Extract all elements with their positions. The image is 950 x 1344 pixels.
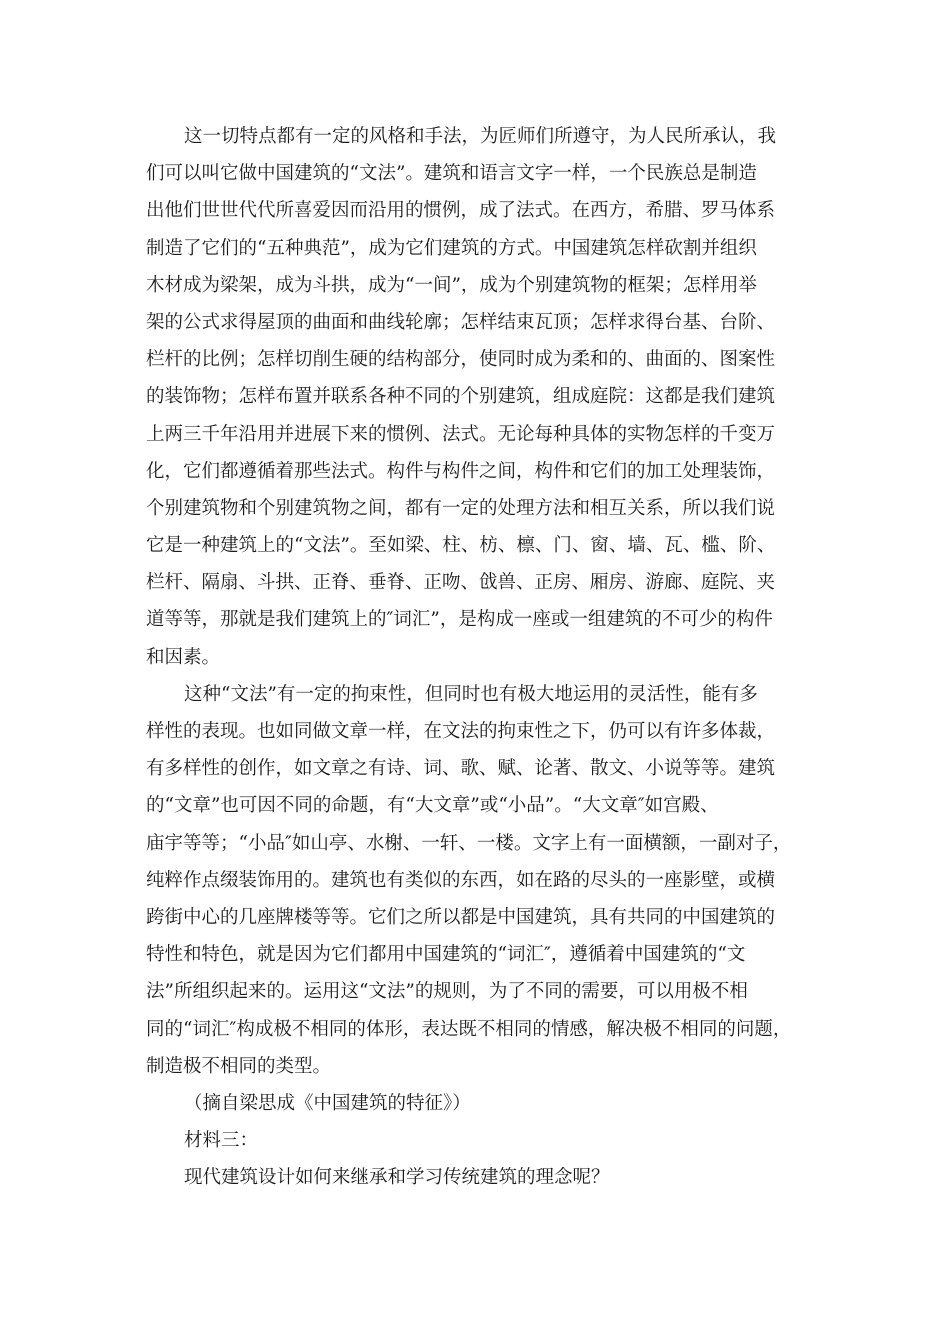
text-line: 道等等，那就是我们建筑上的″词汇”，是构成一座或一组建筑的不可少的构件	[146, 609, 773, 631]
text-line: 样性的表现。也如同做文章一样，在文法的拘束性之下，仍可以有许多体裁，	[146, 721, 776, 742]
text-line: 制造了它们的“五种典范”，成为它们建筑的方式。中国建筑怎样砍割并组织	[146, 237, 757, 259]
text-line: 化，它们都遵循着那些法式。构件与构件之间，构件和它们的加工处理装饰，	[146, 460, 776, 482]
question: 现代建筑设计如何来继承和学习传统建筑的理念呢？	[184, 1167, 610, 1189]
paragraph-2	[146, 676, 822, 1085]
text-line: 纯粹作点缀装饰用的。建筑也有类似的东西，如在路的尽头的一座影壁，或横	[146, 869, 776, 891]
text-line: 法”所组织起来的。运用这“文法”的规则，为了不同的需要，可以用极不相	[146, 981, 748, 1003]
text-line: 制造极不相同的类型。	[146, 1055, 332, 1077]
text-line: 它是一种建筑上的“文法”。至如梁、柱、枋、檩、门、窗、墙、瓦、槛、阶、	[146, 535, 776, 557]
text-line: 的装饰物；怎样布置并联系各种不同的个别建筑，组成庭院：这都是我们建筑	[146, 386, 776, 408]
text-line: 栏杆的比例；怎样切削生硬的结构部分，使同时成为柔和的、曲面的、图案性	[146, 349, 776, 371]
document-body	[146, 118, 822, 1196]
text-line: 架的公式求得屋顶的曲面和曲线轮廓；怎样结束瓦顶；怎样求得台基、台阶、	[146, 311, 776, 333]
text-line: 上两三千年沿用并进展下来的惯例、法式。无论每种具体的实物怎样的千变万	[146, 423, 776, 445]
text-line: 木材成为梁架，成为斗拱，成为“一间”，成为个别建筑物的框架；怎样用举	[146, 274, 757, 296]
text-line: 栏杆、隔扇、斗拱、正脊、垂脊、正吻、戗兽、正房、厢房、游廊、庭院、夹	[146, 572, 776, 594]
text-line: 同的“词汇″构成极不相同的体形，表达既不相同的情感，解决极不相同的问题，	[146, 1018, 792, 1040]
material-label: 材料三：	[184, 1130, 259, 1152]
text-line: 个别建筑物和个别建筑物之间，都有一定的处理方法和相互关系，所以我们说	[146, 497, 776, 519]
text-line: 的“文章”也可因不同的命题，有“大文章”或“小品”。“大文章″如宫殿、	[146, 795, 719, 817]
paragraph-1	[146, 118, 822, 676]
citation: （摘自梁思成《中国建筑的特征》）	[184, 1092, 471, 1114]
text-line: 和因素。	[146, 646, 221, 668]
text-line: 这一切特点都有一定的风格和手法，为匠师们所遵守，为人民所承认，我	[184, 126, 777, 147]
text-line: 跨街中心的几座牌楼等等。它们之所以都是中国建筑，具有共同的中国建筑的	[146, 906, 776, 928]
text-line: 这种“文法”有一定的拘束性，但同时也有极大地运用的灵活性，能有多	[184, 683, 758, 705]
text-line: 们可以叫它做中国建筑的“文法”。建筑和语言文字一样，一个民族总是制造	[146, 163, 757, 185]
text-line: 庙宇等等；“小品″如山亭、水榭、一轩、一楼。文字上有一面横额，一副对子，	[146, 832, 792, 854]
text-line: 特性和特色，就是因为它们都用中国建筑的“词汇″，遵循着中国建筑的“文	[146, 944, 746, 966]
text-line: 出他们世世代代所喜爱因而沿用的惯例，成了法式。在西方，希腊、罗马体系	[146, 200, 776, 222]
text-line: 有多样性的创作，如文章之有诗、词、歌、赋、论著、散文、小说等等。建筑	[146, 758, 776, 780]
